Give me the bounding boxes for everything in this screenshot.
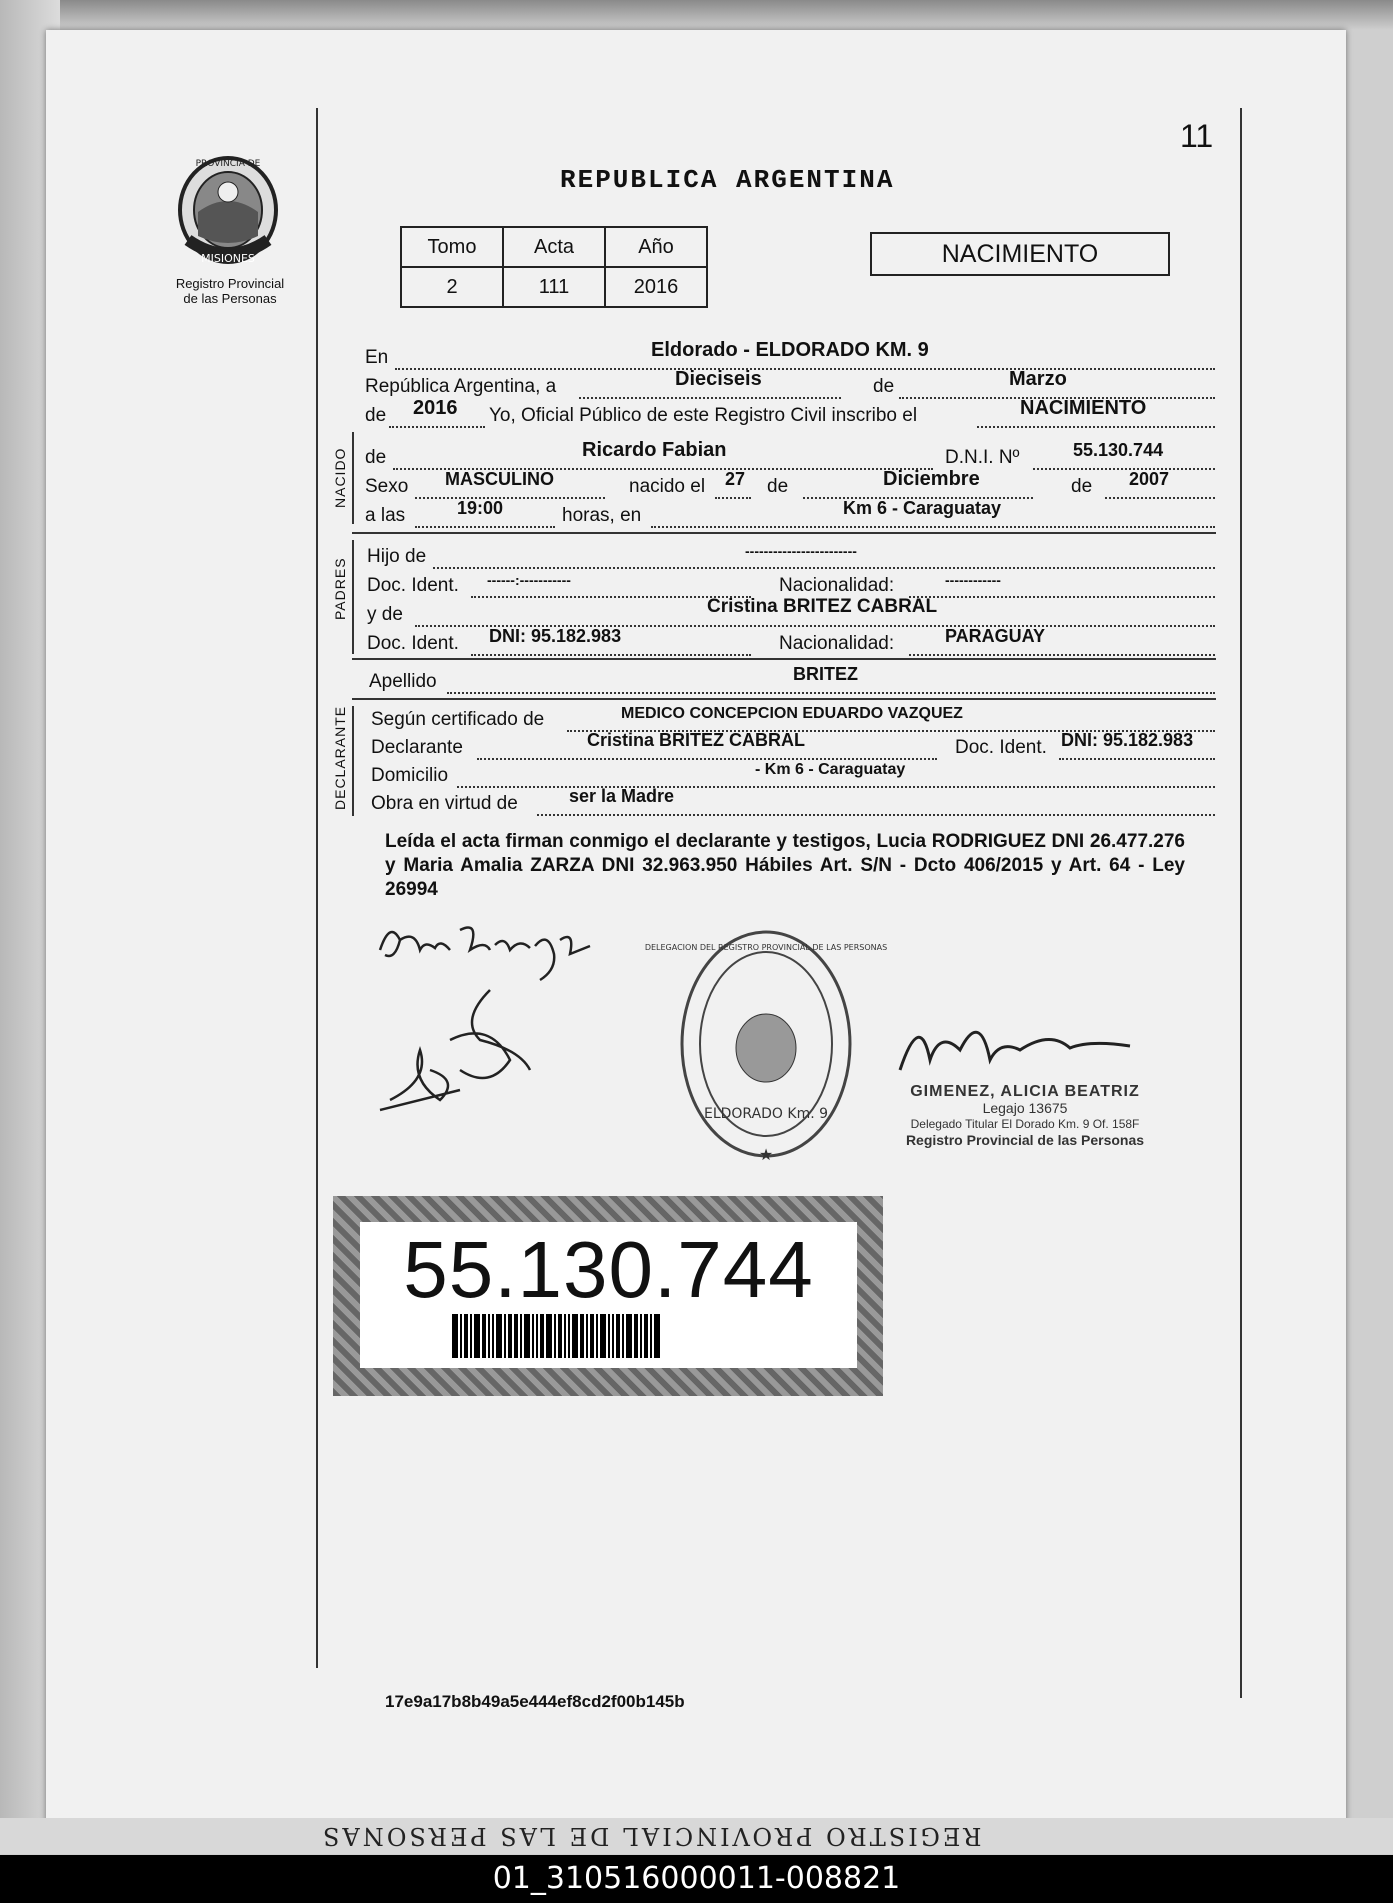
barcode-bar (622, 1314, 624, 1358)
day-value: Dieciseis (675, 368, 762, 390)
svg-text:MISIONES: MISIONES (201, 252, 255, 265)
svg-text:ELDORADO Km. 9: ELDORADO Km. 9 (703, 1106, 829, 1122)
left-margin-line (316, 108, 318, 1668)
nacionalidad-label: Nacionalidad: (779, 633, 895, 654)
svg-text:PROVINCIA DE: PROVINCIA DE (195, 159, 261, 169)
barcode-bar (626, 1314, 632, 1358)
nacido-section-label: NACIDO (332, 447, 348, 508)
apellido-label: Apellido (369, 671, 437, 692)
birth-place: Km 6 - Caraguatay (843, 498, 1002, 518)
barcode-bar (654, 1314, 660, 1358)
scan-id-footer: 01_310516000011-008821 (0, 1855, 1393, 1903)
mirrored-registry-text: REGISTRO PROVINCIAL DE LAS PERSONAS (320, 1822, 982, 1850)
barcode-bar (496, 1314, 502, 1358)
place-value: Eldorado - ELDORADO KM. 9 (651, 339, 929, 361)
registry-name (160, 276, 300, 306)
page-number: 11 (1180, 118, 1214, 154)
mother-doc: DNI: 95.182.983 (489, 626, 622, 646)
scan-background-top (0, 0, 1393, 30)
birth-hour: 19:00 (457, 498, 504, 518)
child-dni: 55.130.744 (1073, 440, 1164, 460)
section-divider (352, 532, 1216, 534)
closing-statement: Leída el acta firman conmigo el declarante y testigos, Lucia RODRIGUEZ DNI 26.477.276 y Maria Amalia ZARZA DNI 32.963.950 Hábiles Art. S/N - Dcto 406/2015 y Art. 64 - Ley 26994 (385, 831, 1185, 900)
doc-ident-label: Doc. Ident. (367, 633, 459, 654)
barcode-bar (580, 1314, 584, 1358)
domicile-value: - Km 6 - Caraguatay (755, 761, 906, 778)
birth-year: 2007 (1129, 469, 1170, 489)
barcode-bar (452, 1314, 458, 1358)
declarant-name: Cristina BRITEZ CABRAL (587, 730, 806, 750)
year-value: 2016 (605, 267, 707, 307)
year-header: Año (605, 227, 707, 267)
official-name: GIMENEZ, ALICIA BEATRIZ (910, 1083, 1140, 1100)
republica-label: República Argentina, a (365, 376, 557, 397)
barcode-bar (568, 1314, 570, 1358)
y-de-label: y de (367, 604, 403, 625)
doc-ident-label: Doc. Ident. (367, 575, 459, 596)
document-hash: 17e9a17b8b49a5e444ef8cd2f00b145b (385, 1692, 685, 1711)
section-divider (352, 658, 1216, 660)
barcode-bar (460, 1314, 462, 1358)
barcode-bar (492, 1314, 494, 1358)
de-label: de (365, 405, 387, 426)
barcode-bar (488, 1314, 490, 1358)
tomo-value: 2 (401, 267, 503, 307)
acta-header: Acta (503, 227, 605, 267)
barcode-bar (650, 1314, 652, 1358)
barcode-bar (474, 1314, 480, 1358)
nacido-label: nacido el (629, 476, 706, 497)
de-label: de (767, 476, 789, 497)
acta-value: 111 (503, 267, 605, 307)
barcode-bar (600, 1314, 606, 1358)
horas-label: horas, en (562, 505, 642, 526)
barcode-bar (482, 1314, 486, 1358)
oficial-label: Yo, Oficial Público de este Registro Civil inscribo el (489, 405, 918, 426)
obra-label: Obra en virtud de (371, 793, 518, 814)
barcode-bar (590, 1314, 594, 1358)
registry-seal-icon (644, 924, 888, 1168)
barcode-bar (514, 1314, 518, 1358)
birth-month: Diciembre (883, 468, 980, 490)
right-margin-line (1240, 108, 1242, 1698)
barcode-bar (608, 1314, 610, 1358)
official-title: Delegado Titular El Dorado Km. 9 Of. 158F (910, 1117, 1140, 1131)
registry-line-2: de las Personas (183, 291, 277, 306)
padres-section-label: PADRES (332, 557, 348, 620)
barcode-bar (572, 1314, 578, 1358)
domicilio-label: Domicilio (371, 765, 449, 786)
document-title: REPUBLICA ARGENTINA (560, 165, 895, 195)
inscribo-value: NACIMIENTO (1020, 397, 1147, 419)
de-label: de (1071, 476, 1093, 497)
child-name: Ricardo Fabian (582, 439, 727, 461)
dni-label: D.N.I. Nº (945, 447, 1020, 468)
mother-nationality: PARAGUAY (945, 626, 1046, 646)
barcode-bar (464, 1314, 468, 1358)
certificado-label: Según certificado de (371, 709, 545, 730)
father-doc: ------:----------- (487, 572, 571, 588)
barcode-bar (504, 1314, 506, 1358)
barcode-bar (640, 1314, 642, 1358)
barcode-bar (532, 1314, 534, 1358)
official-stamp (860, 1084, 1190, 1148)
barcode-bar (470, 1314, 472, 1358)
year-value: 2016 (413, 397, 458, 419)
mother-name: Cristina BRITEZ CABRAL (707, 596, 938, 617)
barcode-bar (536, 1314, 538, 1358)
barcode-bar (520, 1314, 522, 1358)
father-nationality: ------------ (945, 572, 1001, 588)
act-type-box: NACIMIENTO (870, 232, 1170, 276)
a-las-label: a las (365, 505, 406, 526)
barcode-bar (612, 1314, 614, 1358)
doc-ident-label: Doc. Ident. (955, 737, 1047, 758)
barcode-bar (524, 1314, 530, 1358)
declarante-section-label: DECLARANTE (332, 705, 348, 810)
barcode-bar (596, 1314, 598, 1358)
certificate-value: MEDICO CONCEPCION EDUARDO VAZQUEZ (621, 705, 963, 722)
en-label: En (365, 347, 389, 368)
barcode-label (360, 1222, 857, 1368)
barcode-number: 55.130.744 (403, 1225, 814, 1314)
witness-signature-icon (370, 980, 540, 1120)
tomo-acta-year-table (400, 226, 708, 308)
registry-line-1: Registro Provincial (175, 276, 285, 291)
svg-text:DELEGACION DEL REGISTRO PROVIN: DELEGACION DEL REGISTRO PROVINCIAL DE LAS PERSONAS (644, 943, 888, 952)
barcode-bars (452, 1314, 772, 1358)
de-label: de (365, 447, 387, 468)
barcode-bar (554, 1314, 556, 1358)
barcode-bar (508, 1314, 512, 1358)
misiones-coat-of-arms-icon (168, 150, 288, 270)
surname-value: BRITEZ (793, 664, 858, 684)
hijo-de-label: Hijo de (367, 546, 427, 567)
barcode-bar (634, 1314, 638, 1358)
svg-text:★: ★ (758, 1147, 774, 1164)
official-org: Registro Provincial de las Personas (905, 1132, 1145, 1148)
nacionalidad-label: Nacionalidad: (779, 575, 895, 596)
barcode-bar (546, 1314, 552, 1358)
barcode-bar (586, 1314, 588, 1358)
declarante-bracket (352, 706, 354, 816)
sexo-value: MASCULINO (445, 469, 554, 489)
month-value: Marzo (1009, 368, 1067, 390)
barcode-bar (558, 1314, 562, 1358)
barcode-bar (564, 1314, 566, 1358)
de-label: de (873, 376, 895, 397)
tomo-header: Tomo (401, 227, 503, 267)
sexo-label: Sexo (365, 476, 409, 497)
obra-value: ser la Madre (569, 786, 675, 806)
barcode-bar (644, 1314, 648, 1358)
barcode-bar (540, 1314, 544, 1358)
declarante-label: Declarante (371, 737, 463, 758)
section-divider (352, 698, 1216, 700)
official-legajo: Legajo 13675 (982, 1100, 1068, 1116)
declarant-doc: DNI: 95.182.983 (1061, 730, 1194, 750)
barcode-bar (616, 1314, 620, 1358)
birth-day: 27 (725, 469, 746, 489)
nacido-bracket (352, 432, 354, 524)
official-signature-icon (890, 1000, 1150, 1090)
padres-bracket (352, 540, 354, 654)
father-name: ------------------------ (745, 543, 857, 559)
